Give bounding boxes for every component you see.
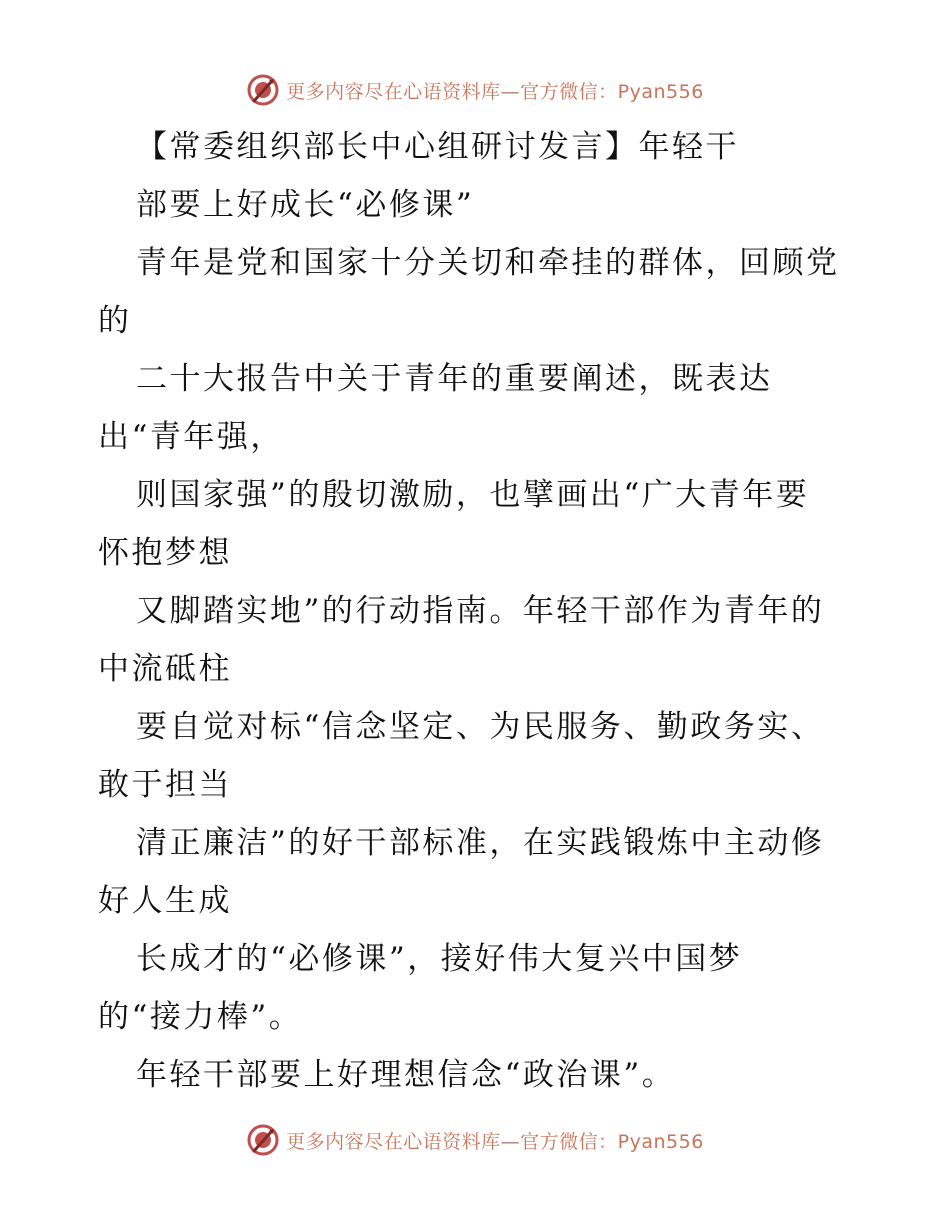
watermark-main: 更多内容尽在心语资料库 bbox=[286, 1130, 501, 1153]
doc-line: 年轻干部要上好理想信念“政治课”。 bbox=[136, 1057, 676, 1093]
doc-line: 的 bbox=[98, 303, 132, 339]
watermark-wechat: 官方微信：Pyan556 bbox=[520, 1130, 704, 1153]
doc-line: 则国家强”的殷切激励，也擘画出“广大青年要 bbox=[136, 477, 810, 513]
pen-logo-icon bbox=[246, 1123, 280, 1157]
watermark-wechat: 官方微信：Pyan556 bbox=[520, 80, 704, 103]
doc-line: 敢于担当 bbox=[98, 767, 232, 803]
doc-line: 【常委组织部长中心组研讨发言】年轻干 bbox=[136, 129, 739, 165]
doc-line: 长成才的“必修课”，接好伟大复兴中国梦 bbox=[136, 941, 743, 977]
pen-logo-icon bbox=[246, 73, 280, 107]
watermark-text bbox=[286, 77, 704, 104]
doc-line: 的“接力棒”。 bbox=[98, 999, 303, 1035]
doc-line: 清正廉洁”的好干部标准，在实践锻炼中主动修 bbox=[136, 825, 825, 861]
doc-line: 出“青年强， bbox=[98, 419, 284, 455]
watermark-text bbox=[286, 1127, 704, 1154]
watermark-separator: — bbox=[500, 1130, 521, 1153]
watermark-separator: — bbox=[500, 80, 521, 103]
doc-line: 二十大报告中关于青年的重要阐述，既表达 bbox=[136, 361, 773, 397]
header-watermark bbox=[0, 70, 950, 110]
watermark-main: 更多内容尽在心语资料库 bbox=[286, 80, 501, 103]
document-body bbox=[0, 118, 950, 1104]
doc-line: 好人生成 bbox=[98, 883, 232, 919]
doc-line: 要自觉对标“信念坚定、为民服务、勤政务实、 bbox=[136, 709, 825, 745]
doc-line: 怀抱梦想 bbox=[98, 535, 232, 571]
footer-watermark bbox=[0, 1120, 950, 1160]
doc-line: 中流砥柱 bbox=[98, 651, 232, 687]
doc-line: 部要上好成长“必修课” bbox=[136, 187, 475, 223]
doc-line: 青年是党和国家十分关切和牵挂的群体，回顾党 bbox=[136, 245, 840, 281]
doc-line: 又脚踏实地”的行动指南。年轻干部作为青年的 bbox=[136, 593, 825, 629]
